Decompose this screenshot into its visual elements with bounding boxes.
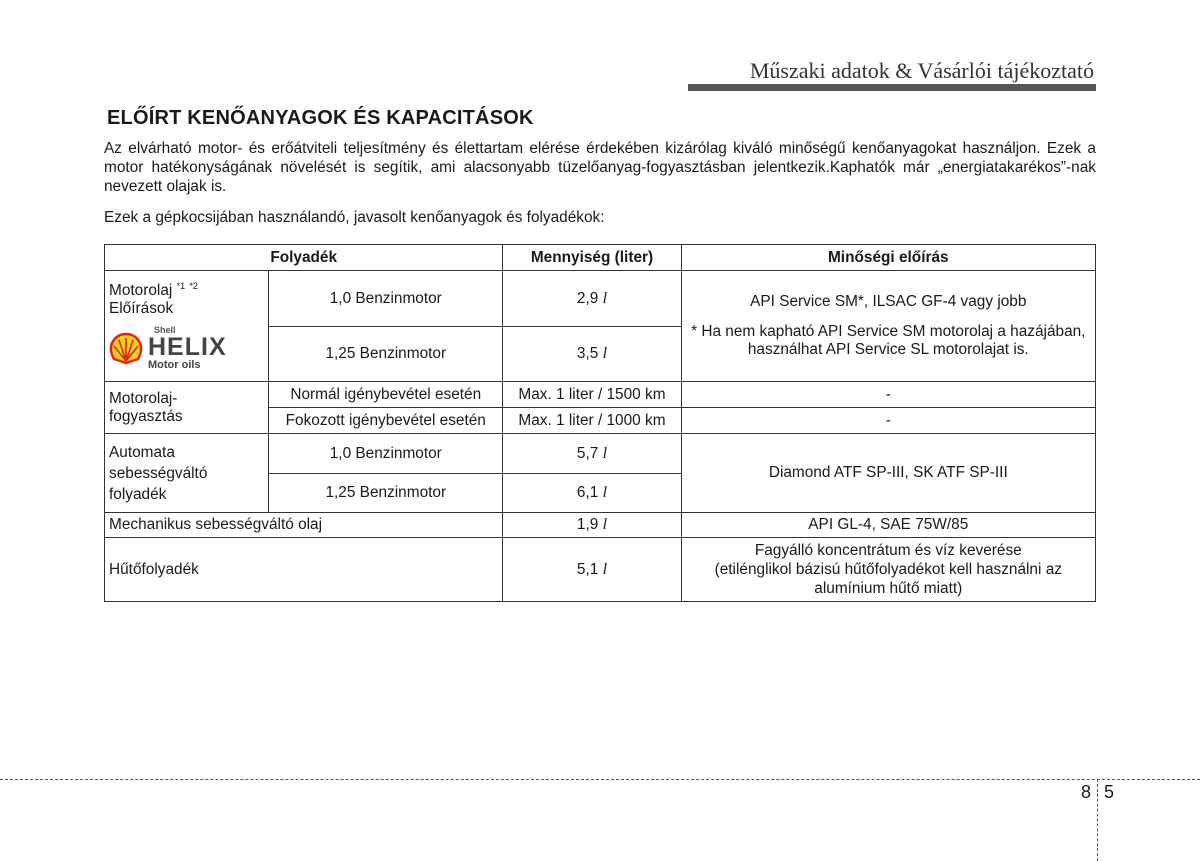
qty-value: 5,7 <box>576 444 599 462</box>
motor-oil-label-cell <box>105 271 269 382</box>
logo-name: HELIX <box>148 333 227 362</box>
shell-helix-logo <box>109 326 264 371</box>
table-row <box>105 513 1096 538</box>
chapter-number: 8 <box>1081 782 1092 802</box>
motor-oil-spec-cell <box>681 271 1095 382</box>
atf-spec: Diamond ATF SP-III, SK ATF SP-III <box>681 434 1095 513</box>
unit-liter: l <box>602 484 608 501</box>
qty-value: 3,5 <box>576 345 599 362</box>
unit-liter: l <box>602 289 608 307</box>
atf-label: Automata sebességváltó folyadék <box>105 434 269 513</box>
unit-liter: l <box>602 345 608 362</box>
motor-oil-label: Motorolaj <box>109 282 173 300</box>
motor-oil-engine-2: 1,25 Benzinmotor <box>269 327 503 382</box>
unit-liter: l <box>602 444 608 462</box>
motor-oil-qty-2 <box>503 327 681 382</box>
table-row <box>105 434 1096 474</box>
manual-label: Mechanikus sebességváltó olaj <box>105 513 503 538</box>
consumption-label: Motorolaj- fogyasztás <box>105 382 269 434</box>
lubricants-table <box>104 244 1096 602</box>
atf-engine-1: 1,0 Benzinmotor <box>269 434 503 474</box>
header-spec: Minőségi előírás <box>681 245 1095 271</box>
atf-engine-2: 1,25 Benzinmotor <box>269 474 503 513</box>
consumption-qty-2: Max. 1 liter / 1000 km <box>503 408 681 434</box>
footnote-1: *1 <box>176 280 186 291</box>
table-header-row <box>105 245 1096 271</box>
unit-liter: l <box>602 516 608 533</box>
manual-spec: API GL-4, SAE 75W/85 <box>681 513 1095 538</box>
atf-qty-1 <box>503 434 681 474</box>
motor-oil-spec: API Service SM*, ILSAC GF-4 vagy jobb <box>750 293 1027 310</box>
footer-dashed-divider <box>1097 779 1098 861</box>
table-row <box>105 271 1096 327</box>
qty-value: 6,1 <box>576 484 599 501</box>
consumption-spec-2: - <box>681 408 1095 434</box>
atf-qty-2 <box>503 474 681 513</box>
motor-oil-qty-1 <box>503 271 681 327</box>
shell-pecten-icon <box>109 332 143 366</box>
footer-dashed-rule <box>0 779 1200 780</box>
header-fluid: Folyadék <box>105 245 503 271</box>
consumption-condition-1: Normál igénybevétel esetén <box>269 382 503 408</box>
table-intro: Ezek a gépkocsijában használandó, javasolt kenőanyagok és folyadékok: <box>104 209 605 226</box>
page-header-title: Műszaki adatok & Vásárlói tájékoztató <box>749 58 1094 83</box>
header-quantity: Mennyiség (liter) <box>503 245 681 271</box>
qty-value: 2,9 <box>576 289 599 307</box>
table-row <box>105 382 1096 408</box>
manual-qty <box>503 513 681 538</box>
consumption-qty-1: Max. 1 liter / 1500 km <box>503 382 681 408</box>
coolant-label: Hűtőfolyadék <box>105 538 503 602</box>
unit-liter: l <box>602 560 608 578</box>
consumption-condition-2: Fokozott igénybevétel esetén <box>269 408 503 434</box>
consumption-spec-1: - <box>681 382 1095 408</box>
qty-value: 5,1 <box>576 560 599 578</box>
motor-oil-engine-1: 1,0 Benzinmotor <box>269 271 503 327</box>
motor-oil-spec-label: Előírások <box>109 300 174 318</box>
page-number: 5 <box>1104 782 1115 802</box>
footnote-2: *2 <box>189 280 198 291</box>
intro-paragraph: Az elvárható motor- és erőátviteli teljesítmény és élettartam elérése érdekében kizárólag kiváló minőségű kenőanyagokat használjon. Ezek a motor hatékonyságának növelését is segítik, ami alacsonyabb tüzelőanyag-fogyasztásban jelentkezik.Kaphatók már „energiatakarékos”-nak nevezett olajak is. <box>104 140 1096 195</box>
motor-oil-note: * Ha nem kapható API Service SM motorolaj a hazájában, használhat API Service SL motorolajat is. <box>691 323 1086 358</box>
logo-wordmark <box>148 326 258 371</box>
coolant-spec: Fagyálló koncentrátum és víz keverése (etilénglikol bázisú hűtőfolyadékot kell használni az alumínium hűtő miatt) <box>681 538 1095 602</box>
header-rule <box>688 84 1096 91</box>
coolant-qty <box>503 538 681 602</box>
section-title: ELŐÍRT KENŐANYAGOK ÉS KAPACITÁSOK <box>107 107 534 129</box>
table-row <box>105 538 1096 602</box>
logo-brand: Shell <box>154 325 176 336</box>
qty-value: 1,9 <box>576 516 599 533</box>
logo-sub: Motor oils <box>148 359 201 372</box>
